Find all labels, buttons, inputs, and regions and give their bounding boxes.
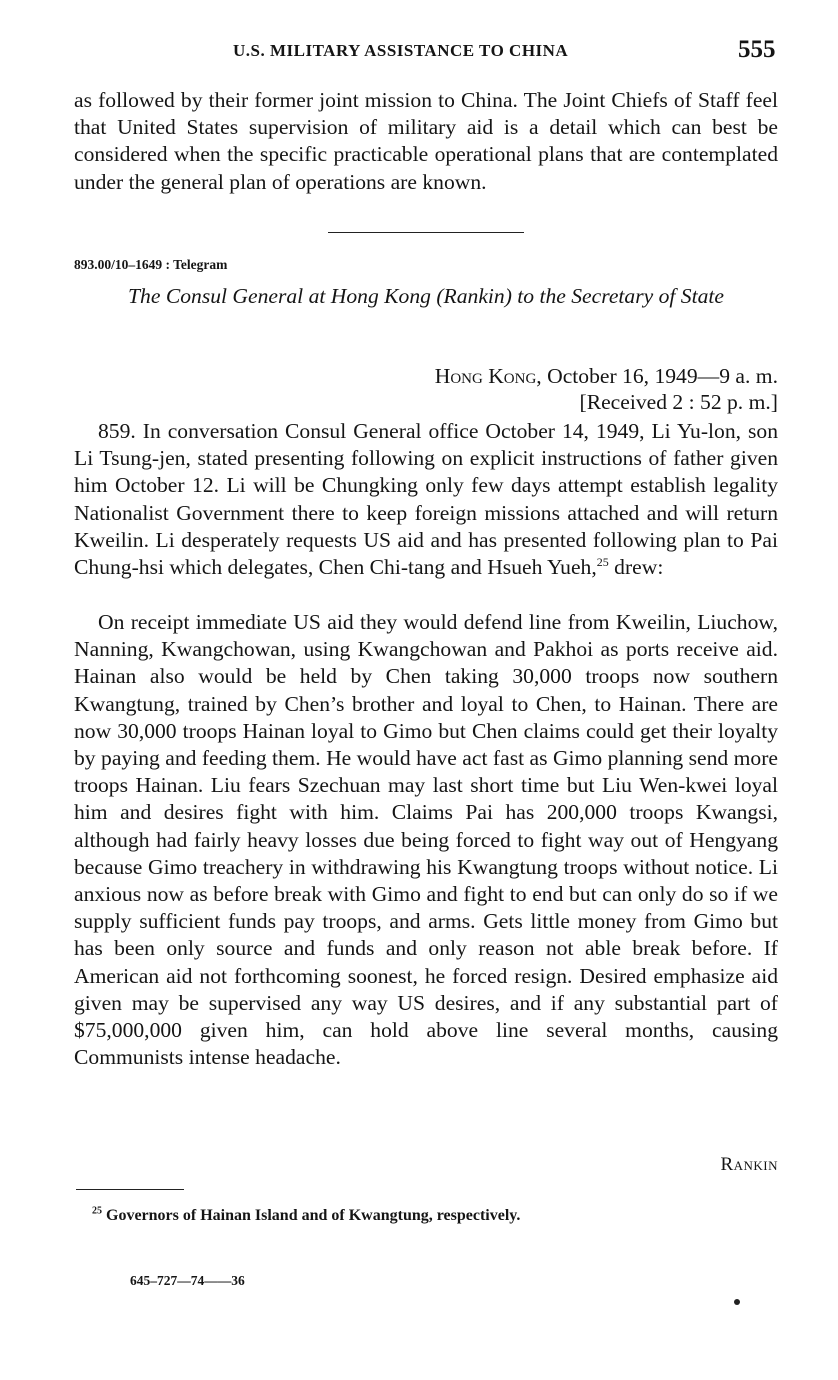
footnote-reference-mark: 25 [596,554,609,569]
running-head: U.S. MILITARY ASSISTANCE TO CHINA [233,41,569,60]
signature: Rankin [720,1154,778,1175]
received-time: [Received 2 : 52 p. m.] [579,390,778,414]
footnote [92,1207,520,1225]
paragraph-1-text: 859. In conversation Consul General office October 14, 1949, Li Yu-lon, son Li Tsung-jen, stated presenting following on explicit instructions of father given him October 12. Li will be Chungking only few days attempt establish legality Nationalist Government there to keep foreign missions attached and will return Kweilin. Li desperately requests US aid and has presented following plan to Pai Chung-hsi which delegates, Chen Chi-tang and Hsueh Yueh, [74,419,778,580]
footnote-text: Governors of Hainan Island and of Kwangtung, respectively. [106,1207,521,1224]
print-code: 645–727—74——36 [130,1273,245,1288]
dateline-place: Hong Kong, [434,364,542,388]
intro-paragraph: as followed by their former joint mission to China. The Joint Chiefs of Staff feel that United States supervision of military aid is a detail which can best be considered when the specific practicable operational plans that are contemplated under the general plan of operations are known. [74,88,778,194]
telegram-paragraph-2: On receipt immediate US aid they would defend line from Kweilin, Liuchow, Nanning, Kwangchowan, using Kwangchowan and Pakhoi as ports receive aid. Hainan also would be held by Chen taking 30,000 troops now southern Kwangtung, trained by Chen’s brother and loyal to Chen, to Hainan. There are now 30,000 troops Hainan loyal to Gimo but Chen claims could get their loyalty by paying and feeding them. He would have act fast as Gimo planning send more troops Hainan. Liu fears Szechuan may last short time but Liu Wen-kwei loyal him and desires fight with him. Claims Pai has 200,000 troops Kwangsi, although had fairly heavy losses due being forced to fight way out of Hengyang because Gimo treachery in withdrawing his Kwangtung troops without notice. Li anxious now as before break with Gimo and fight to end but can only do so if we supply sufficient funds pay troops, and arms. Gets little money from Gimo but has been only source and funds and only reason not able break before. If American aid not forthcoming soonest, he forced resign. Desired emphasize aid given may be supervised any way US desires, and if any substantial part of $75,000,000 given him, can hold above line several months, causing Communists intense headache. [74,610,778,1070]
dateline-date: October 16, 1949—9 a. m. [547,364,778,388]
paragraph-1-tail: drew: [608,555,664,580]
section-divider [328,232,524,233]
footnote-mark: 25 [92,1205,102,1217]
document-file-reference: 893.00/10–1649 : Telegram [74,257,228,272]
telegram-paragraph-1 [74,418,778,581]
ink-dot [734,1299,740,1305]
document-heading: The Consul General at Hong Kong (Rankin) to the Secretary of State [128,284,724,308]
dateline [435,362,778,390]
page-number: 555 [738,36,776,63]
footnote-divider [76,1189,184,1190]
